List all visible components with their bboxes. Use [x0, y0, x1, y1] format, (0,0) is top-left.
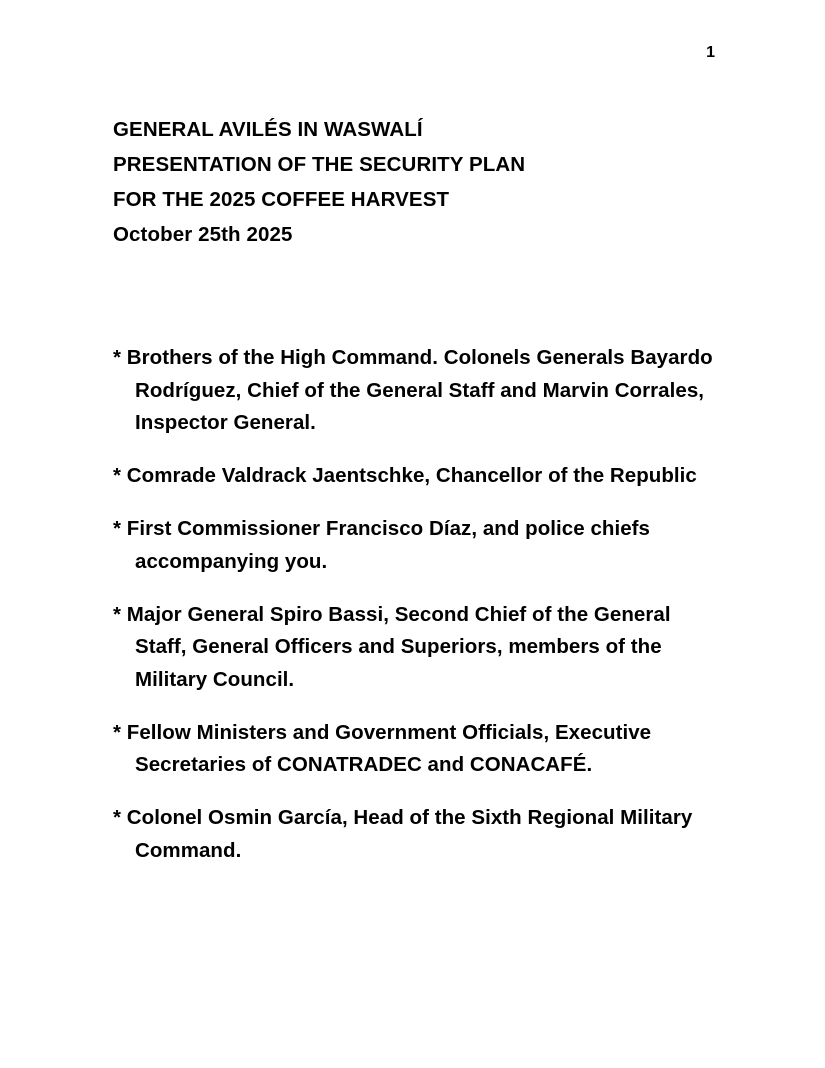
- list-item: * Colonel Osmin García, Head of the Sixth Regional Military Command.: [113, 806, 693, 862]
- document-body: [113, 112, 713, 867]
- list-item: * Fellow Ministers and Government Officials, Executive Secretaries of CONATRADEC and CONACAFÉ.: [113, 720, 652, 776]
- title-line-1: GENERAL AVILÉS IN WASWALÍ: [113, 118, 423, 141]
- list-item: * First Commissioner Francisco Díaz, and police chiefs accompanying you.: [113, 517, 650, 573]
- list-item: * Major General Spiro Bassi, Second Chief of the General Staff, General Officers and Superiors, members of the Military Council.: [113, 602, 671, 691]
- salutation-list: [113, 342, 713, 867]
- page-number: 1: [706, 44, 715, 61]
- title-line-2: PRESENTATION OF THE SECURITY PLAN: [113, 153, 526, 176]
- list-item: * Brothers of the High Command. Colonels Generals Bayardo Rodríguez, Chief of the General Staff and Marvin Corrales, Inspector General.: [113, 346, 713, 434]
- title-line-4: October 25th 2025: [113, 223, 293, 246]
- title-line-3: FOR THE 2025 COFFEE HARVEST: [113, 188, 450, 211]
- document-title: [113, 112, 713, 252]
- list-item: * Comrade Valdrack Jaentschke, Chancellor of the Republic: [113, 464, 697, 487]
